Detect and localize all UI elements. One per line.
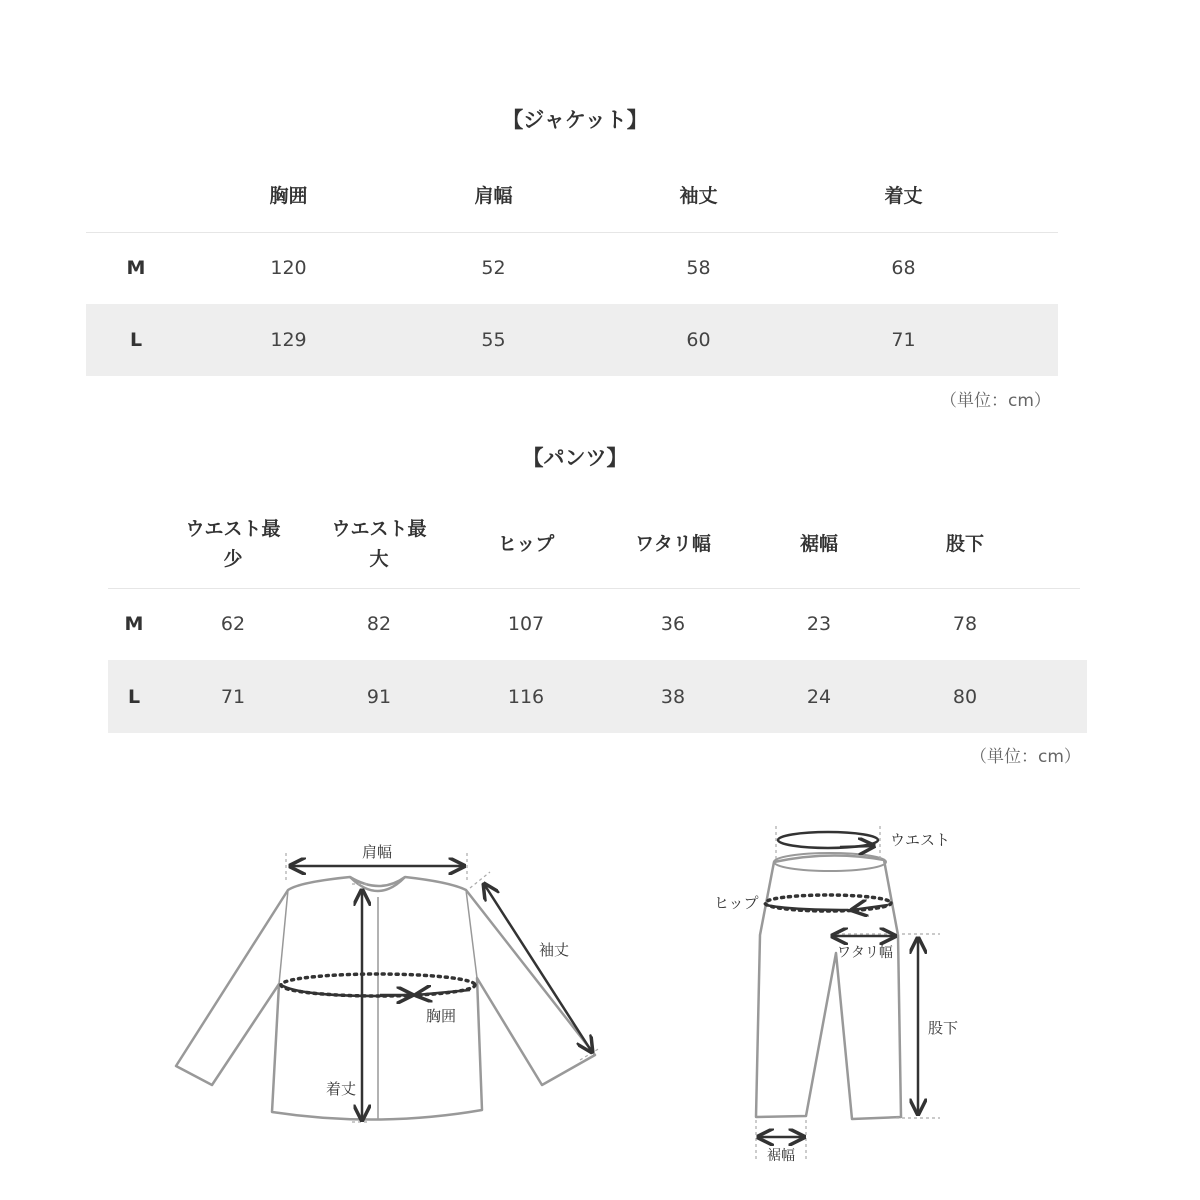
jacket-cell: 60 — [686, 329, 711, 351]
pants-cell: 23 — [806, 613, 832, 635]
jacket-cell: 52 — [481, 257, 506, 279]
pants-header-waist-max: ウエスト最大 — [331, 518, 427, 570]
pants-cell: 80 — [952, 685, 978, 708]
pants-guides — [756, 826, 940, 1162]
waist-arrow — [840, 846, 874, 847]
jacket-row-size: M — [126, 257, 146, 279]
pants-table-title: 【パンツ】 — [522, 446, 628, 470]
jacket-unit-note: （単位：cm） — [940, 391, 1051, 411]
pants-unit-note: （単位：cm） — [970, 747, 1081, 767]
pants-outline — [756, 855, 901, 1119]
jacket-header-length: 着丈 — [884, 185, 923, 207]
pants-cell: 71 — [220, 685, 246, 708]
pants-cell: 82 — [366, 613, 392, 635]
jacket-cell: 58 — [686, 257, 711, 279]
jacket-header-chest: 胸囲 — [269, 185, 308, 207]
pants-header-hip: ヒップ — [497, 533, 555, 555]
pants-diagram — [756, 853, 901, 1119]
jacket-cell: 71 — [891, 329, 916, 351]
jacket-cell: 55 — [481, 329, 506, 351]
jacket-header-shoulder: 肩幅 — [474, 185, 513, 207]
pants-cell: 91 — [366, 685, 392, 708]
pants-header-waist-min: ウエスト最少 — [185, 518, 281, 570]
pants-row-size: L — [127, 685, 141, 708]
pants-row-size: M — [124, 613, 144, 635]
pants-cell: 116 — [507, 685, 545, 708]
jacket-row-size: L — [129, 329, 143, 351]
pants-cell: 107 — [507, 613, 545, 635]
diagram-label-chest: 胸囲 — [425, 1007, 457, 1025]
pants-header-thigh: ワタリ幅 — [635, 533, 711, 555]
diagram-label-inseam: 股下 — [928, 1019, 959, 1037]
jacket-diagram — [176, 877, 595, 1120]
diagram-label-hem: 裾幅 — [767, 1148, 795, 1164]
pants-header-hem: 裾幅 — [799, 533, 838, 555]
pants-header-inseam: 股下 — [945, 533, 984, 555]
sleeve-arrow — [484, 884, 592, 1052]
jacket-table-title: 【ジャケット】 — [502, 108, 648, 132]
diagram-label-length: 着丈 — [325, 1080, 357, 1098]
jacket-cell: 68 — [891, 257, 916, 279]
diagram-label-sleeve: 袖丈 — [538, 941, 570, 959]
jacket-header-sleeve: 袖丈 — [679, 185, 718, 207]
diagram-label-shoulder: 肩幅 — [361, 843, 393, 861]
pants-cell: 36 — [660, 613, 686, 635]
pants-cell: 62 — [220, 613, 246, 635]
diagram-label-waist: ウエスト — [890, 831, 951, 849]
pants-cell: 38 — [660, 685, 686, 708]
pants-cell: 24 — [806, 685, 832, 708]
diagram-label-hip: ヒップ — [714, 894, 759, 912]
diagram-label-thigh: ワタリ幅 — [837, 945, 893, 961]
jacket-cell: 120 — [270, 257, 307, 279]
jacket-cell: 129 — [270, 329, 307, 351]
pants-cell: 78 — [952, 613, 978, 635]
jacket-outline — [176, 877, 595, 1120]
